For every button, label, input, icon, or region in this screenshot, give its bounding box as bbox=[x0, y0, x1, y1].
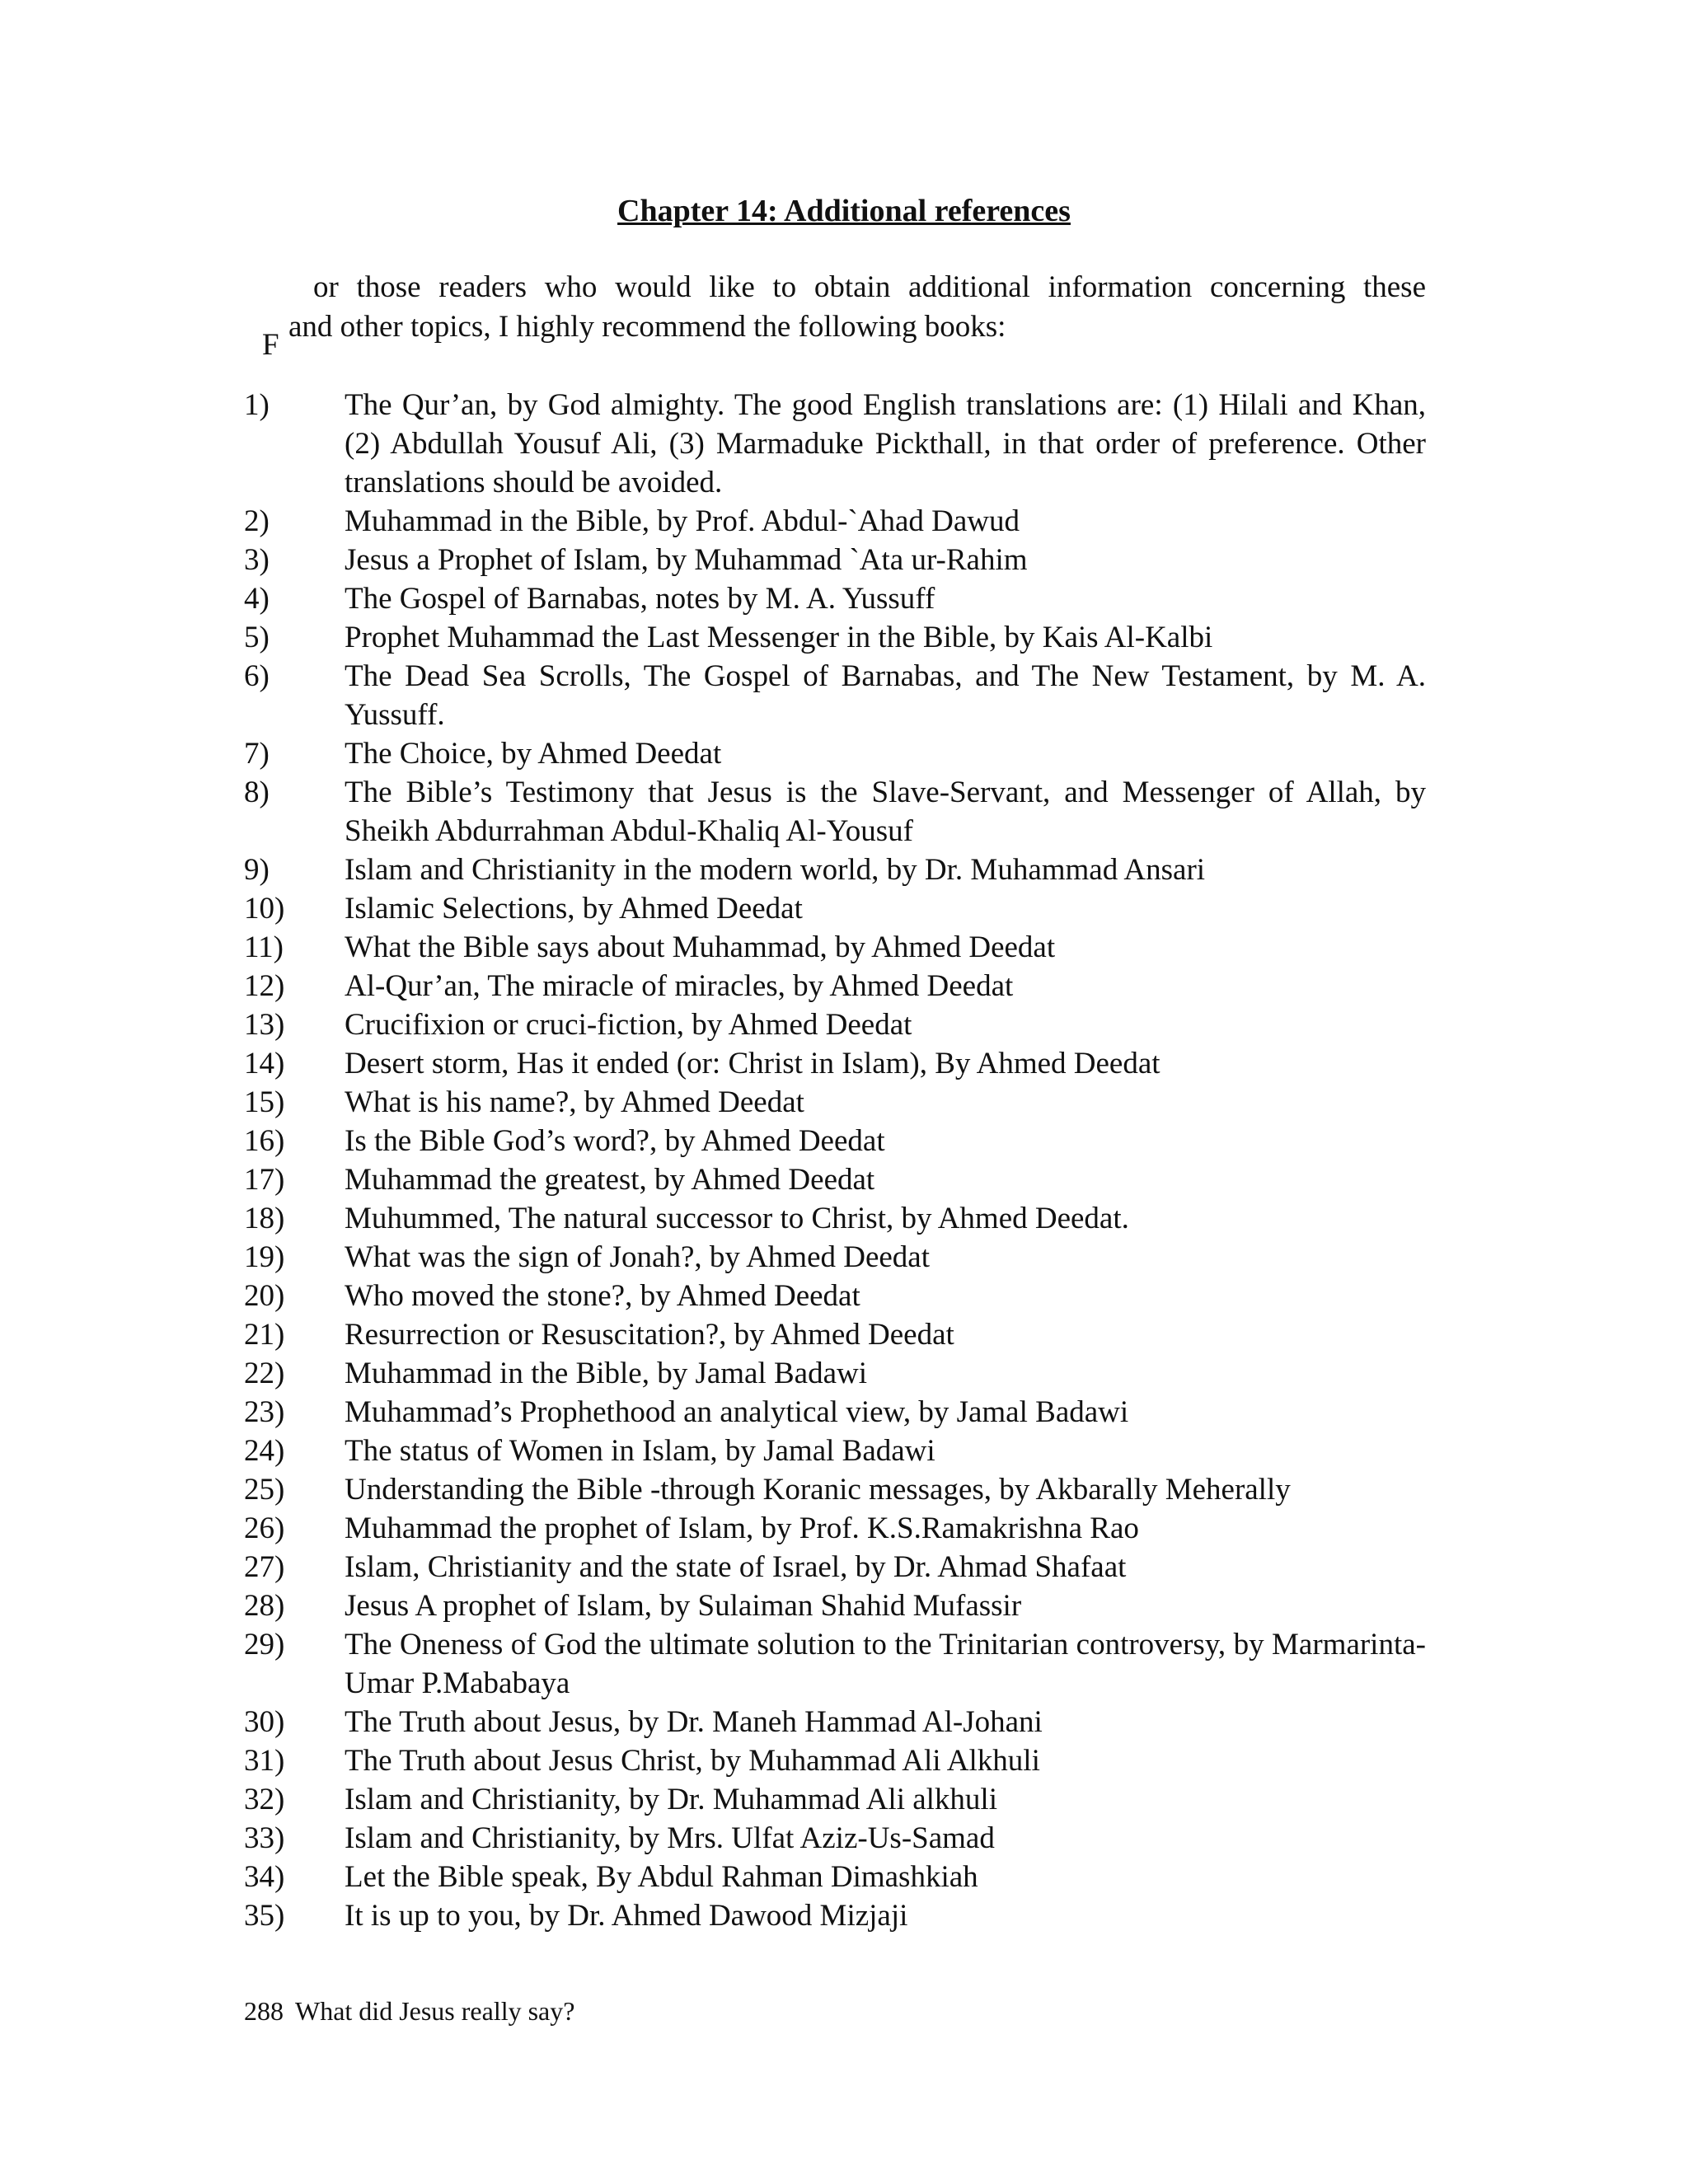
reference-number: 2) bbox=[244, 504, 270, 538]
reference-item bbox=[244, 1741, 1426, 1780]
reference-number: 28) bbox=[244, 1589, 285, 1623]
reference-text: What is his name?, by Ahmed Deedat bbox=[345, 1085, 804, 1119]
reference-text: The Truth about Jesus Christ, by Muhammad Ali Alkhuli bbox=[345, 1744, 1040, 1778]
page-number: 288 bbox=[244, 1996, 284, 2026]
reference-text: Crucifixion or cruci-fiction, by Ahmed Deedat bbox=[345, 1008, 912, 1042]
reference-item bbox=[244, 1780, 1426, 1819]
reference-text: Islam and Christianity in the modern world, by Dr. Muhammad Ansari bbox=[345, 853, 1206, 887]
reference-text: Islam and Christianity, by Mrs. Ulfat Aziz-Us-Samad bbox=[345, 1821, 995, 1855]
intro-line-1: or those readers who would like to obtain additional information concerning these bbox=[313, 270, 1426, 304]
reference-number: 19) bbox=[244, 1240, 285, 1274]
reference-text: The Gospel of Barnabas, notes by M. A. Yussuff bbox=[345, 582, 935, 616]
reference-item bbox=[244, 734, 1426, 773]
reference-number: 22) bbox=[244, 1357, 285, 1390]
reference-item bbox=[244, 928, 1426, 967]
reference-item bbox=[244, 889, 1426, 928]
reference-list bbox=[244, 386, 1426, 1935]
reference-number: 20) bbox=[244, 1279, 285, 1313]
reference-item bbox=[244, 386, 1426, 502]
reference-number: 31) bbox=[244, 1744, 285, 1778]
reference-text: The Truth about Jesus, by Dr. Maneh Hammad Al-Johani bbox=[345, 1705, 1043, 1739]
reference-number: 3) bbox=[244, 543, 270, 577]
reference-text: Prophet Muhammad the Last Messenger in the Bible, by Kais Al-Kalbi bbox=[345, 621, 1213, 654]
reference-text: Muhammad in the Bible, by Prof. Abdul-`Ahad Dawud bbox=[345, 504, 1020, 538]
reference-text: Islamic Selections, by Ahmed Deedat bbox=[345, 892, 803, 926]
reference-text: Muhammad the greatest, by Ahmed Deedat bbox=[345, 1163, 875, 1197]
reference-number: 26) bbox=[244, 1511, 285, 1545]
reference-item bbox=[244, 502, 1426, 541]
reference-item bbox=[244, 1858, 1426, 1896]
reference-text: Muhammad the prophet of Islam, by Prof. K.S.Ramakrishna Rao bbox=[345, 1511, 1139, 1545]
reference-item bbox=[244, 1354, 1426, 1393]
reference-item bbox=[244, 1819, 1426, 1858]
reference-item bbox=[244, 1548, 1426, 1586]
reference-number: 7) bbox=[244, 737, 270, 771]
reference-number: 1) bbox=[244, 388, 270, 422]
reference-text: Islam and Christianity, by Dr. Muhammad Ali alkhuli bbox=[345, 1783, 997, 1816]
reference-text: Let the Bible speak, By Abdul Rahman Dimashkiah bbox=[345, 1860, 978, 1894]
reference-number: 17) bbox=[244, 1163, 285, 1197]
reference-number: 18) bbox=[244, 1202, 285, 1235]
reference-item bbox=[244, 1277, 1426, 1315]
reference-text: What the Bible says about Muhammad, by Ahmed Deedat bbox=[345, 930, 1056, 964]
reference-item bbox=[244, 1044, 1426, 1083]
reference-item bbox=[244, 1005, 1426, 1044]
reference-item bbox=[244, 1238, 1426, 1277]
reference-number: 4) bbox=[244, 582, 270, 616]
reference-number: 13) bbox=[244, 1008, 285, 1042]
drop-cap: F bbox=[262, 328, 279, 362]
reference-number: 10) bbox=[244, 892, 285, 926]
reference-item bbox=[244, 1199, 1426, 1238]
reference-text: Desert storm, Has it ended (or: Christ in Islam), By Ahmed Deedat bbox=[345, 1047, 1160, 1080]
reference-item bbox=[244, 1083, 1426, 1122]
reference-text: The Dead Sea Scrolls, The Gospel of Barnabas, and The New Testament, by M. A. Yussuff. bbox=[345, 659, 1426, 732]
reference-item bbox=[244, 773, 1426, 851]
reference-number: 21) bbox=[244, 1318, 285, 1352]
reference-number: 32) bbox=[244, 1783, 285, 1816]
intro-line-2: and other topics, I highly recommend the following books: bbox=[288, 310, 1006, 344]
reference-text: Islam, Christianity and the state of Israel, by Dr. Ahmad Shafaat bbox=[345, 1550, 1127, 1584]
reference-text: What was the sign of Jonah?, by Ahmed Deedat bbox=[345, 1240, 931, 1274]
reference-text: The Choice, by Ahmed Deedat bbox=[345, 737, 722, 771]
reference-item bbox=[244, 967, 1426, 1005]
reference-item bbox=[244, 1586, 1426, 1625]
reference-item bbox=[244, 579, 1426, 618]
reference-item bbox=[244, 1432, 1426, 1470]
reference-number: 15) bbox=[244, 1085, 285, 1119]
reference-number: 5) bbox=[244, 621, 270, 654]
reference-number: 25) bbox=[244, 1473, 285, 1507]
reference-number: 6) bbox=[244, 659, 270, 693]
reference-item bbox=[244, 1315, 1426, 1354]
reference-item bbox=[244, 657, 1426, 734]
reference-text: The Bible’s Testimony that Jesus is the Slave-Servant, and Messenger of Allah, by Sheikh Abdurrahman Abdul-Khaliq Al-Yousuf bbox=[345, 776, 1426, 848]
running-title: What did Jesus really say? bbox=[295, 1996, 575, 2026]
reference-text: It is up to you, by Dr. Ahmed Dawood Mizjaji bbox=[345, 1899, 908, 1933]
reference-item bbox=[244, 851, 1426, 889]
reference-number: 8) bbox=[244, 776, 270, 809]
page-footer bbox=[244, 1994, 574, 2027]
reference-item bbox=[244, 1703, 1426, 1741]
reference-text: Understanding the Bible -through Koranic messages, by Akbarally Meherally bbox=[345, 1473, 1291, 1507]
reference-number: 23) bbox=[244, 1395, 285, 1429]
reference-text: Jesus a Prophet of Islam, by Muhammad `Ata ur-Rahim bbox=[345, 543, 1028, 577]
reference-number: 35) bbox=[244, 1899, 285, 1933]
chapter-title: Chapter 14: Additional references bbox=[617, 194, 1071, 228]
reference-number: 29) bbox=[244, 1628, 285, 1661]
reference-item bbox=[244, 541, 1426, 579]
reference-item bbox=[244, 1509, 1426, 1548]
reference-item bbox=[244, 1393, 1426, 1432]
reference-number: 30) bbox=[244, 1705, 285, 1739]
reference-number: 24) bbox=[244, 1434, 285, 1468]
reference-number: 33) bbox=[244, 1821, 285, 1855]
reference-item bbox=[244, 618, 1426, 657]
reference-item bbox=[244, 1160, 1426, 1199]
reference-text: Jesus A prophet of Islam, by Sulaiman Shahid Mufassir bbox=[345, 1589, 1022, 1623]
reference-number: 14) bbox=[244, 1047, 285, 1080]
reference-item bbox=[244, 1625, 1426, 1703]
reference-number: 9) bbox=[244, 853, 270, 887]
reference-number: 12) bbox=[244, 969, 285, 1003]
reference-text: Muhammad’s Prophethood an analytical view, by Jamal Badawi bbox=[345, 1395, 1129, 1429]
reference-text: Is the Bible God’s word?, by Ahmed Deedat bbox=[345, 1124, 885, 1158]
reference-text: The Qur’an, by God almighty. The good English translations are: (1) Hilali and Khan, (2) Abdullah Yousuf Ali, (3) Marmaduke Pickthall, in that order of preference. Other translations should be avoided. bbox=[345, 388, 1426, 499]
reference-item bbox=[244, 1122, 1426, 1160]
reference-text: Muhammad in the Bible, by Jamal Badawi bbox=[345, 1357, 868, 1390]
reference-text: Muhummed, The natural successor to Christ, by Ahmed Deedat. bbox=[345, 1202, 1129, 1235]
reference-text: Resurrection or Resuscitation?, by Ahmed Deedat bbox=[345, 1318, 954, 1352]
reference-number: 16) bbox=[244, 1124, 285, 1158]
reference-item bbox=[244, 1896, 1426, 1935]
reference-text: Who moved the stone?, by Ahmed Deedat bbox=[345, 1279, 860, 1313]
reference-item bbox=[244, 1470, 1426, 1509]
reference-number: 34) bbox=[244, 1860, 285, 1894]
reference-text: The Oneness of God the ultimate solution to the Trinitarian controversy, by Marmarinta-Umar P.Mababaya bbox=[345, 1628, 1426, 1700]
reference-number: 11) bbox=[244, 930, 284, 964]
reference-text: The status of Women in Islam, by Jamal Badawi bbox=[345, 1434, 935, 1468]
reference-number: 27) bbox=[244, 1550, 285, 1584]
reference-text: Al-Qur’an, The miracle of miracles, by Ahmed Deedat bbox=[345, 969, 1014, 1003]
